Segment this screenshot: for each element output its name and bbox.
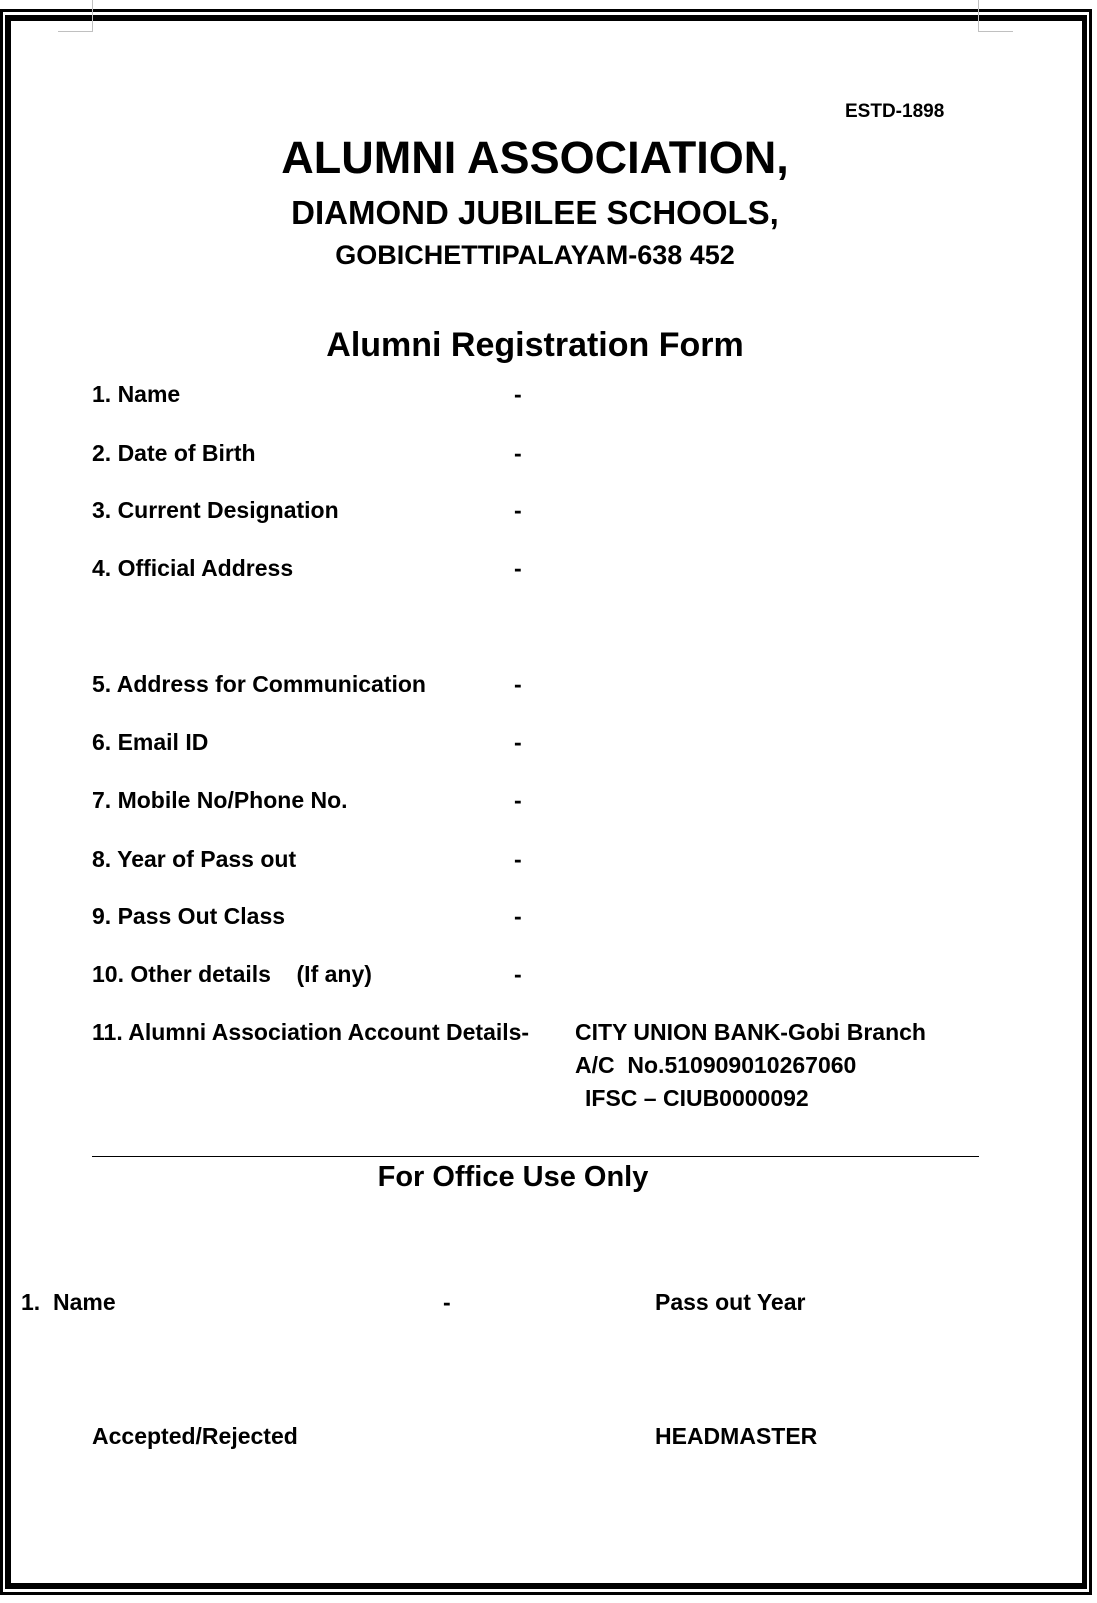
established-year: ESTD-1898 — [845, 101, 945, 122]
divider-line — [92, 1156, 979, 1157]
header-title: ALUMNI ASSOCIATION, — [281, 132, 789, 183]
field-label-communication-address: 5. Address for Communication — [92, 671, 426, 697]
field-label-other-details: 10. Other details (If any) — [92, 961, 372, 987]
account-number: A/C No.510909010267060 — [575, 1052, 857, 1078]
header-school: DIAMOND JUBILEE SCHOOLS, — [291, 194, 779, 231]
form-title: Alumni Registration Form — [326, 326, 744, 364]
field-label-email: 6. Email ID — [92, 729, 209, 755]
office-name-label: 1. Name — [21, 1289, 116, 1315]
field-label-phone: 7. Mobile No/Phone No. — [92, 787, 348, 813]
headmaster-label: HEADMASTER — [655, 1423, 818, 1449]
field-separator: - — [514, 729, 522, 755]
field-label-name: 1. Name — [92, 381, 181, 407]
crop-mark — [978, 0, 979, 31]
field-separator: - — [514, 381, 522, 407]
office-name-separator: - — [443, 1289, 451, 1315]
field-label-designation: 3. Current Designation — [92, 497, 339, 523]
field-label-pass-out-class: 9. Pass Out Class — [92, 903, 286, 929]
field-separator: - — [514, 846, 522, 872]
field-separator: - — [514, 961, 522, 987]
header-place: GOBICHETTIPALAYAM-638 452 — [335, 240, 735, 270]
office-pass-out-year-label: Pass out Year — [655, 1289, 806, 1315]
account-details-label: 11. Alumni Association Account Details- — [92, 1019, 530, 1045]
field-separator: - — [514, 497, 522, 523]
field-separator: - — [514, 787, 522, 813]
crop-mark — [978, 31, 1013, 32]
field-separator: - — [514, 440, 522, 466]
bank-name: CITY UNION BANK-Gobi Branch — [575, 1019, 926, 1045]
field-separator: - — [514, 555, 522, 581]
field-separator: - — [514, 903, 522, 929]
ifsc-code: IFSC – CIUB0000092 — [585, 1085, 809, 1111]
field-label-pass-out-year: 8. Year of Pass out — [92, 846, 297, 872]
field-label-official-address: 4. Official Address — [92, 555, 294, 581]
field-label-dob: 2. Date of Birth — [92, 440, 256, 466]
field-separator: - — [514, 671, 522, 697]
accepted-rejected-label: Accepted/Rejected — [92, 1423, 298, 1449]
crop-mark — [58, 31, 93, 32]
office-use-title: For Office Use Only — [377, 1161, 649, 1193]
crop-mark — [92, 0, 93, 31]
